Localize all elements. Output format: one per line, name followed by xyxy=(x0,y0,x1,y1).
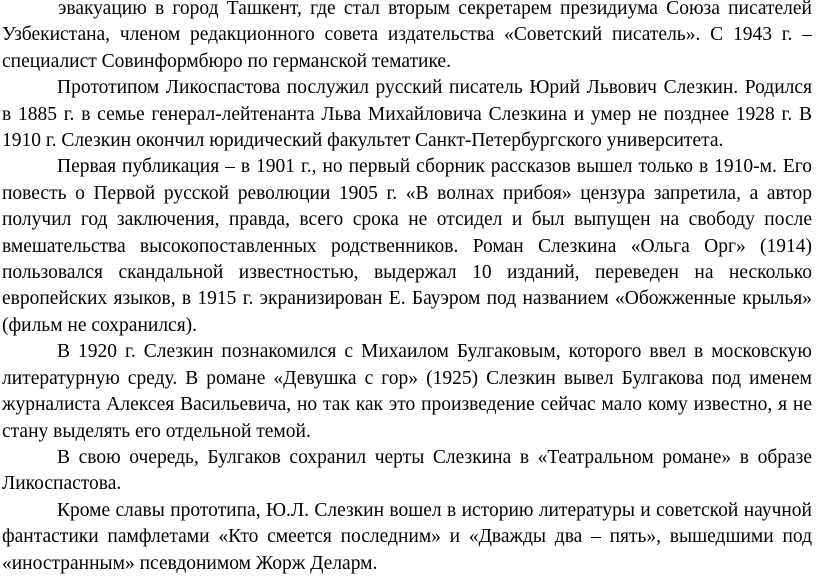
paragraph-prototype: Прототипом Ликоспастова послужил русский писатель Юрий Львович Слезкин. Родился в 1885 г. в семье генерал-лейтенанта Льва Михайловича Слезкина и умер не позднее 1928 г. В 1910 г. Слезкин окончил юридический факультет Санкт-Петербургского университета. xyxy=(2,77,812,152)
paragraph-first-publication: Первая публикация – в 1901 г., но первый сборник рассказов вышел только в 1910-м. Его повесть о Первой русской революции 1905 г. «В волнах прибоя» цензура запретила, а автор получил год заключения, правда, всего срока не отсидел и был выпущен на свободу после вмешательства высокопоставленных родственников. Роман Слезкина «Ольга Орг» (1914) пользовался скандальной известностью, выдержал 10 изданий, переведен на несколько европейских языков, в 1915 г. экранизирован Е. Бауэром под названием «Обожженные крылья» (фильм не сохранился). xyxy=(2,156,812,336)
paragraph-pamphlets: Кроме славы прототипа, Ю.Л. Слезкин вошел в историю литературы и советской научной фантастики памфлетами «Кто смеется последним» и «Дважды два – пять», вышедшими под «иностранным» псевдонимом Жорж Деларм. xyxy=(2,499,812,574)
paragraph-continuation: эвакуацию в город Ташкент, где стал вторым секретарем президиума Союза писателей Узбекистана, членом редакционного совета издательства «Советский писатель». С 1943 г. – специалист Совинформбюро по германской тематике. xyxy=(2,0,812,72)
paragraph-bulgakov-meeting: В 1920 г. Слезкин познакомился с Михаилом Булгаковым, которого ввел в московскую литературную среду. В романе «Девушка с гор» (1925) Слезкин вывел Булгакова под именем журналиста Алексея Васильевича, но так как это произведение сейчас мало кому известно, я не стану выделять его отдельной темой. xyxy=(2,341,812,442)
paragraph-theatrical-novel: В свою очередь, Булгаков сохранил черты Слезкина в «Театральном романе» в образе Ликоспастова. xyxy=(2,446,812,495)
